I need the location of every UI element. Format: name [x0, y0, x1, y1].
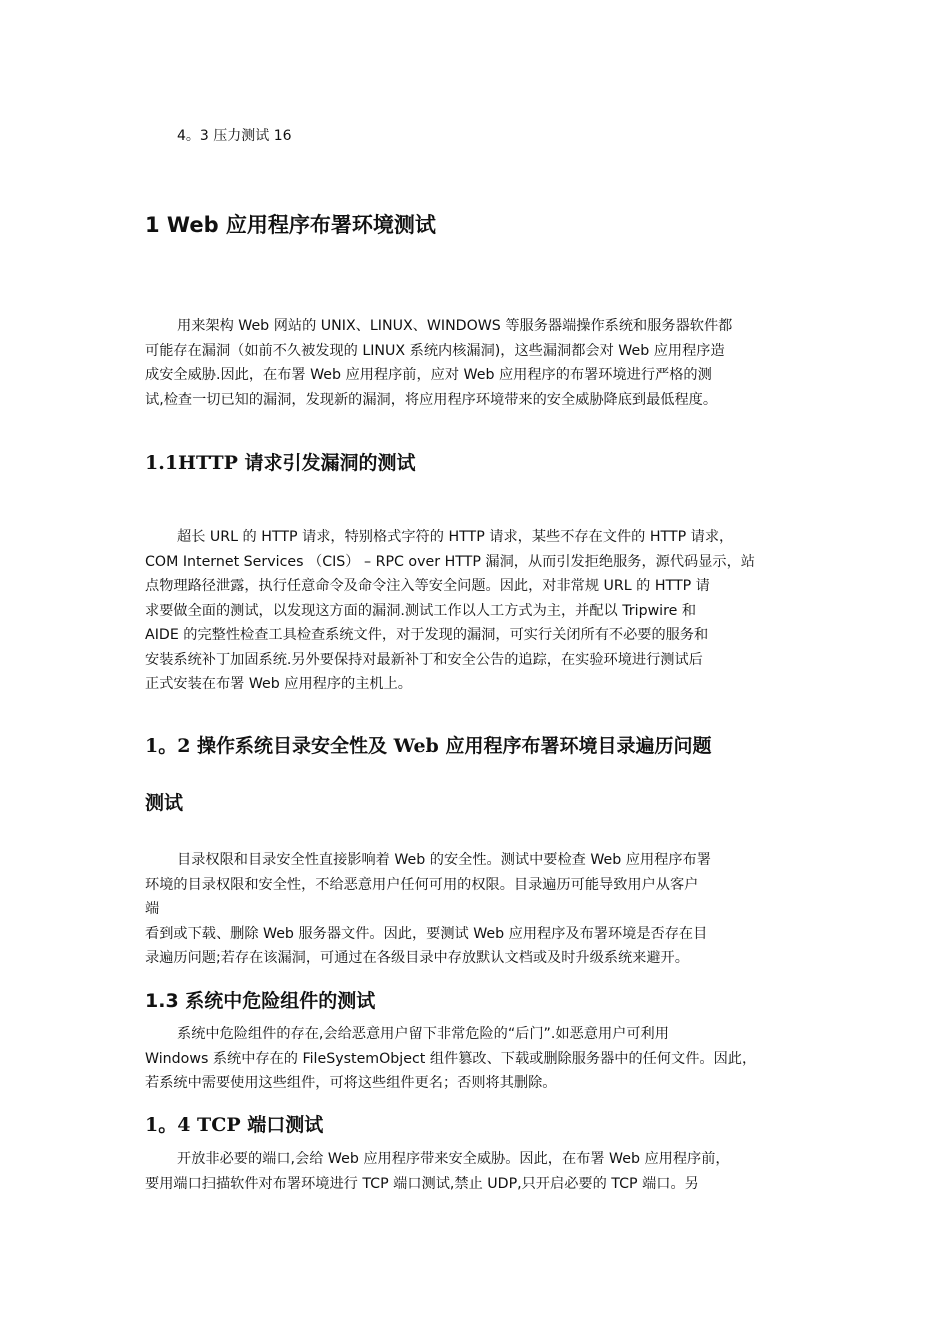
- paragraph-directory-security: [145, 848, 807, 971]
- paragraph-line: 环境的目录权限和安全性，不给恶意用户任何可用的权限。目录遍历可能导致用户从客户: [145, 876, 699, 893]
- paragraph-line: 点物理路径泄露，执行任意命令及命令注入等安全问题。因此，对非常规 URL 的 HTTP 请: [145, 578, 710, 594]
- paragraph-line: 看到或下载、删除 Web 服务器文件。因此，要测试 Web 应用程序及布署环境是否存在目: [145, 925, 708, 942]
- section-heading-1-2-line1: 1。2 操作系统目录安全性及 Web 应用程序布署环境目录遍历问题: [145, 735, 712, 757]
- paragraph-line: COM Internet Services （CIS） – RPC over HTTP 漏洞，从而引发拒绝服务，源代码显示，站: [145, 553, 755, 570]
- toc-entry: 4。3 压力测试 16: [177, 128, 292, 144]
- paragraph-line: 试,检查一切已知的漏洞，发现新的漏洞，将应用程序环境带来的安全威胁降底到最低程度。: [145, 391, 718, 408]
- paragraph-line: 可能存在漏洞（如前不久被发现的 LINUX 系统内核漏洞)，这些漏洞都会对 Web 应用程序造: [145, 342, 725, 359]
- section-heading-1-1: 1.1HTTP 请求引发漏洞的测试: [145, 452, 416, 474]
- paragraph-line: 开放非必要的端口,会给 Web 应用程序带来安全威胁。因此，在布署 Web 应用程序前，: [177, 1151, 730, 1167]
- paragraph-line: 目录权限和目录安全性直接影响着 Web 的安全性。测试中要检查 Web 应用程序布署: [177, 852, 711, 868]
- paragraph-line: 超长 URL 的 HTTP 请求，特别格式字符的 HTTP 请求，某些不存在文件的 HTTP 请求，: [177, 529, 734, 545]
- paragraph-line: 用来架构 Web 网站的 UNIX、LINUX、WINDOWS 等服务器端操作系统和服务器软件都: [177, 318, 733, 334]
- paragraph-http-requests: [145, 525, 807, 697]
- paragraph-deployment-environment: [145, 314, 807, 412]
- paragraph-line: 安装系统补丁加固系统.另外要保持对最新补丁和安全公告的追踪，在实验环境进行测试后: [145, 651, 703, 668]
- paragraph-line: 求要做全面的测试，以发现这方面的漏洞.测试工作以人工方式为主，并配以 Tripwire 和: [145, 602, 697, 619]
- section-heading-1-3: 1.3 系统中危险组件的测试: [145, 990, 376, 1012]
- paragraph-line: 录遍历问题;若存在该漏洞，可通过在各级目录中存放默认文档或及时升级系统来避开。: [145, 950, 689, 966]
- section-heading-1: 1 Web 应用程序布署环境测试: [145, 213, 436, 237]
- paragraph-dangerous-components: [145, 1022, 807, 1096]
- paragraph-line: 要用端口扫描软件对布署环境进行 TCP 端口测试,禁止 UDP,只开启必要的 TCP 端口。另: [145, 1175, 699, 1192]
- paragraph-line: 正式安装在布署 Web 应用程序的主机上。: [145, 676, 412, 692]
- paragraph-line: 端: [145, 901, 160, 917]
- paragraph-tcp-ports: [145, 1147, 807, 1196]
- paragraph-line: AIDE 的完整性检查工具检查系统文件，对于发现的漏洞，可实行关闭所有不必要的服务和: [145, 627, 709, 643]
- section-heading-1-2-line2: 测试: [145, 792, 184, 814]
- paragraph-line: 若系统中需要使用这些组件，可将这些组件更名；否则将其删除。: [145, 1075, 557, 1091]
- paragraph-line: 系统中危险组件的存在,会给恶意用户留下非常危险的“后门”.如恶意用户可利用: [177, 1026, 669, 1042]
- paragraph-line: 成安全威胁.因此，在布署 Web 应用程序前，应对 Web 应用程序的布署环境进行严格的测: [145, 367, 712, 383]
- paragraph-line: Windows 系统中存在的 FileSystemObject 组件篡改、下载或删除服务器中的任何文件。因此，: [145, 1050, 757, 1067]
- section-heading-1-4: 1。4 TCP 端口测试: [145, 1114, 324, 1136]
